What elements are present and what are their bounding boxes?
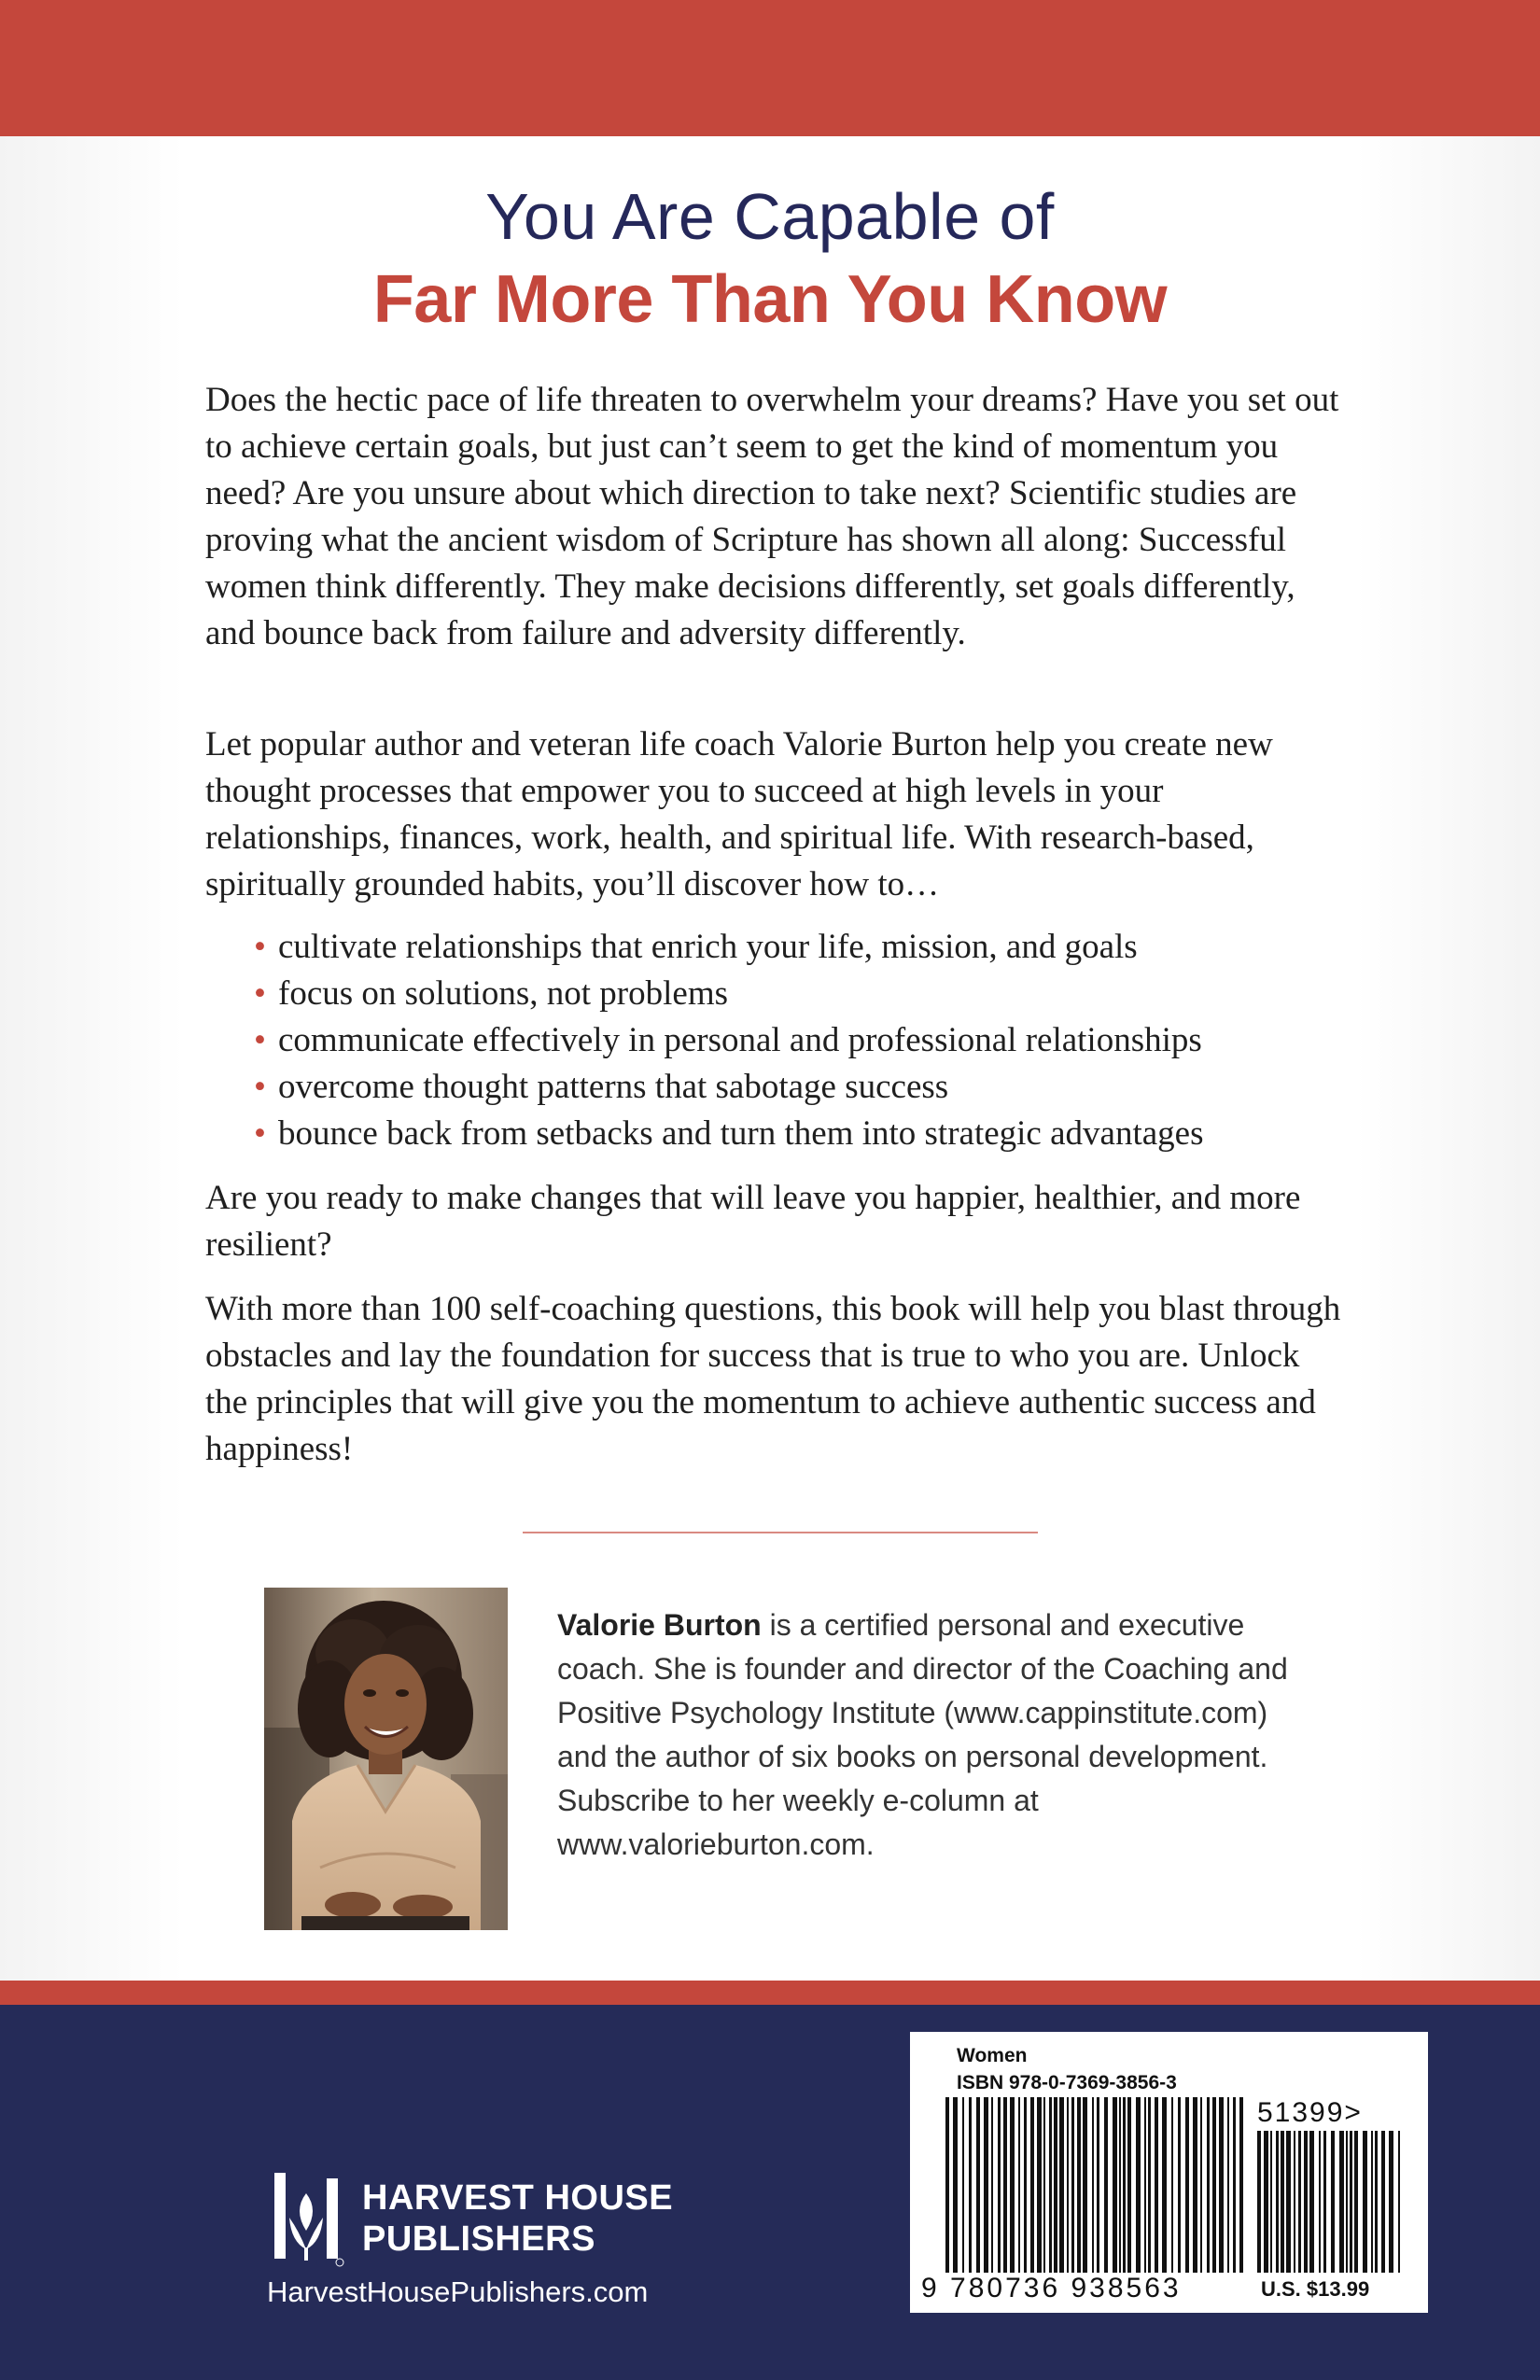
- barcode-bar: [1354, 2131, 1358, 2273]
- barcode-bar: [1281, 2131, 1284, 2273]
- barcode-bar: [1119, 2097, 1121, 2273]
- bullet-text: communicate effectively in personal and professional relationships: [278, 1021, 1202, 1059]
- barcode-category: Women: [957, 2045, 1028, 2066]
- barcode-bar: [1371, 2131, 1373, 2273]
- barcode-bar: [1193, 2097, 1197, 2273]
- barcode-bar: [1276, 2131, 1279, 2273]
- publisher-website: HarvestHousePublishers.com: [267, 2275, 649, 2308]
- barcode-bar: [969, 2097, 972, 2273]
- barcode-panel: [910, 2032, 1428, 2313]
- bottom-red-stripe: [0, 1981, 1540, 2005]
- barcode-bar: [953, 2097, 958, 2273]
- bullet-text: cultivate relationships that enrich your life, mission, and goals: [278, 928, 1138, 966]
- headline-line-1: You Are Capable of: [485, 180, 1055, 253]
- barcode-bar: [1350, 2131, 1352, 2273]
- barcode-bar: [991, 2097, 993, 2273]
- bullet-icon: •: [254, 974, 266, 1013]
- barcode-bar: [1294, 2131, 1295, 2273]
- barcode-price: U.S. $13.99: [1261, 2277, 1370, 2301]
- barcode-bar: [1227, 2097, 1229, 2273]
- barcode-bar: [1162, 2097, 1167, 2273]
- barcode-main-digits: 9 780736 938563: [921, 2273, 1182, 2303]
- barcode-bar: [1010, 2097, 1015, 2273]
- barcode-bar: [1331, 2131, 1335, 2273]
- barcode-bar: [1309, 2131, 1314, 2273]
- list-item: [254, 924, 1393, 971]
- barcode-bar: [1239, 2097, 1243, 2273]
- barcode-bar: [1270, 2131, 1272, 2273]
- barcode-bar: [1123, 2097, 1126, 2273]
- barcode-bar: [1071, 2097, 1074, 2273]
- barcode-bar: [1024, 2097, 1027, 2273]
- bullet-text: bounce back from setbacks and turn them into strategic advantages: [278, 1114, 1204, 1153]
- barcode-bar: [1030, 2097, 1034, 2273]
- barcode-bar: [984, 2097, 988, 2273]
- barcode-bar: [1257, 2131, 1261, 2273]
- author-name: Valorie Burton: [557, 1608, 762, 1642]
- list-item: [254, 1064, 1393, 1111]
- bullet-icon: •: [254, 928, 266, 966]
- barcode-bar: [998, 2097, 1001, 2273]
- barcode-bar: [1178, 2097, 1181, 2273]
- barcode-bar: [1003, 2097, 1007, 2273]
- barcode-bar: [1375, 2131, 1378, 2273]
- author-photo: [264, 1588, 508, 1930]
- barcode-bar: [1018, 2097, 1020, 2273]
- barcode-bar: [1286, 2131, 1291, 2273]
- description-paragraph-1: Does the hectic pace of life threaten to overwhelm your dreams? Have you set out to achieve certain goals, but just can’t seem to get the kind of momentum you need? Are you unsure about which direction to take next? Scientific studies are proving what the ancient wisdom of Scripture has shown all along: Successful women think differently. They make decisions differently, set goals differently, and bounce back from failure and adversity differently.: [205, 381, 1339, 652]
- barcode-bar: [1155, 2097, 1158, 2273]
- barcode-bar: [1097, 2097, 1099, 2273]
- barcode-bar: [1200, 2097, 1202, 2273]
- bullet-text: focus on solutions, not problems: [278, 974, 729, 1013]
- barcode-bar: [1077, 2097, 1081, 2273]
- barcode-bar: [945, 2097, 949, 2273]
- author-bio-text: is a certified personal and executive coach. She is founder and director of the Coaching and Positive Psychology Institute (www.cappinstitute.com) and the author of six books on personal development. Subscribe to her weekly e-column at www.valorieburton.com.: [557, 1608, 1288, 1861]
- publisher-logo-icon: [271, 2173, 345, 2268]
- description-paragraph-2: Let popular author and veteran life coach Valorie Burton help you create new thought processes that empower you to succeed at high levels in your relationships, finances, work, health, and spiritual life. With research-based, spiritually grounded habits, you’ll discover how to…: [205, 725, 1273, 903]
- barcode-bar: [1148, 2097, 1151, 2273]
- barcode-bar: [1083, 2097, 1087, 2273]
- description-paragraph-3: Are you ready to make changes that will leave you happier, healthier, and more resilient?: [205, 1179, 1301, 1264]
- barcode-bar: [976, 2097, 980, 2273]
- barcode-bar: [1104, 2097, 1108, 2273]
- publisher-name-line-2: PUBLISHERS: [362, 2219, 595, 2259]
- barcode-bar: [1298, 2131, 1301, 2273]
- barcode-bar: [962, 2097, 964, 2273]
- barcode-bar: [1233, 2097, 1236, 2273]
- author-bio: [557, 1603, 1304, 1867]
- barcode-bar: [1113, 2097, 1117, 2273]
- bullet-icon: •: [254, 1068, 266, 1106]
- barcode-bar: [1219, 2097, 1224, 2273]
- bullet-icon: •: [254, 1114, 266, 1153]
- barcode-bar: [1398, 2131, 1400, 2273]
- list-item: [254, 1111, 1393, 1157]
- list-item: [254, 1017, 1393, 1064]
- barcode-isbn: ISBN 978-0-7369-3856-3: [957, 2072, 1177, 2093]
- barcode-bar: [1136, 2097, 1141, 2273]
- barcode-bar: [1067, 2097, 1069, 2273]
- barcode-bar: [1304, 2131, 1308, 2273]
- barcode-bar: [1171, 2097, 1173, 2273]
- barcode-bar: [1323, 2131, 1326, 2273]
- barcode-bar: [1037, 2097, 1042, 2273]
- top-red-band: [0, 0, 1540, 136]
- benefits-list: [254, 924, 1393, 1157]
- barcode-bar: [1049, 2097, 1052, 2273]
- barcode-bar: [1185, 2097, 1189, 2273]
- description-paragraph-4: With more than 100 self-coaching questions, this book will help you blast through obstacles and lay the foundation for success that is true to who you are. Unlock the principles that will give you the momentum to achieve authentic success and happiness!: [205, 1290, 1341, 1468]
- barcode-bar: [1144, 2097, 1146, 2273]
- barcode-addon-number: 51399>: [1257, 2097, 1363, 2128]
- barcode-bar: [1212, 2097, 1216, 2273]
- barcode-bar: [1043, 2097, 1045, 2273]
- bullet-text: overcome thought patterns that sabotage success: [278, 1068, 949, 1106]
- barcode-bars: [910, 2032, 1428, 2313]
- barcode-bar: [1339, 2131, 1344, 2273]
- barcode-bar: [1092, 2097, 1094, 2273]
- barcode-bar: [1264, 2131, 1268, 2273]
- barcode-bar: [1127, 2097, 1131, 2273]
- list-item: [254, 971, 1393, 1017]
- bullet-icon: •: [254, 1021, 266, 1059]
- barcode-bar: [1381, 2131, 1385, 2273]
- barcode-bar: [1389, 2131, 1393, 2273]
- section-divider: [523, 1532, 1038, 1533]
- barcode-bar: [1207, 2097, 1210, 2273]
- barcode-bar: [1363, 2131, 1367, 2273]
- barcode-bar: [1346, 2131, 1348, 2273]
- barcode-bar: [1054, 2097, 1057, 2273]
- publisher-name-line-1: HARVEST HOUSE: [362, 2178, 674, 2218]
- barcode-bar: [1319, 2131, 1321, 2273]
- barcode-bar: [1059, 2097, 1064, 2273]
- headline-line-2: Far More Than You Know: [372, 262, 1168, 337]
